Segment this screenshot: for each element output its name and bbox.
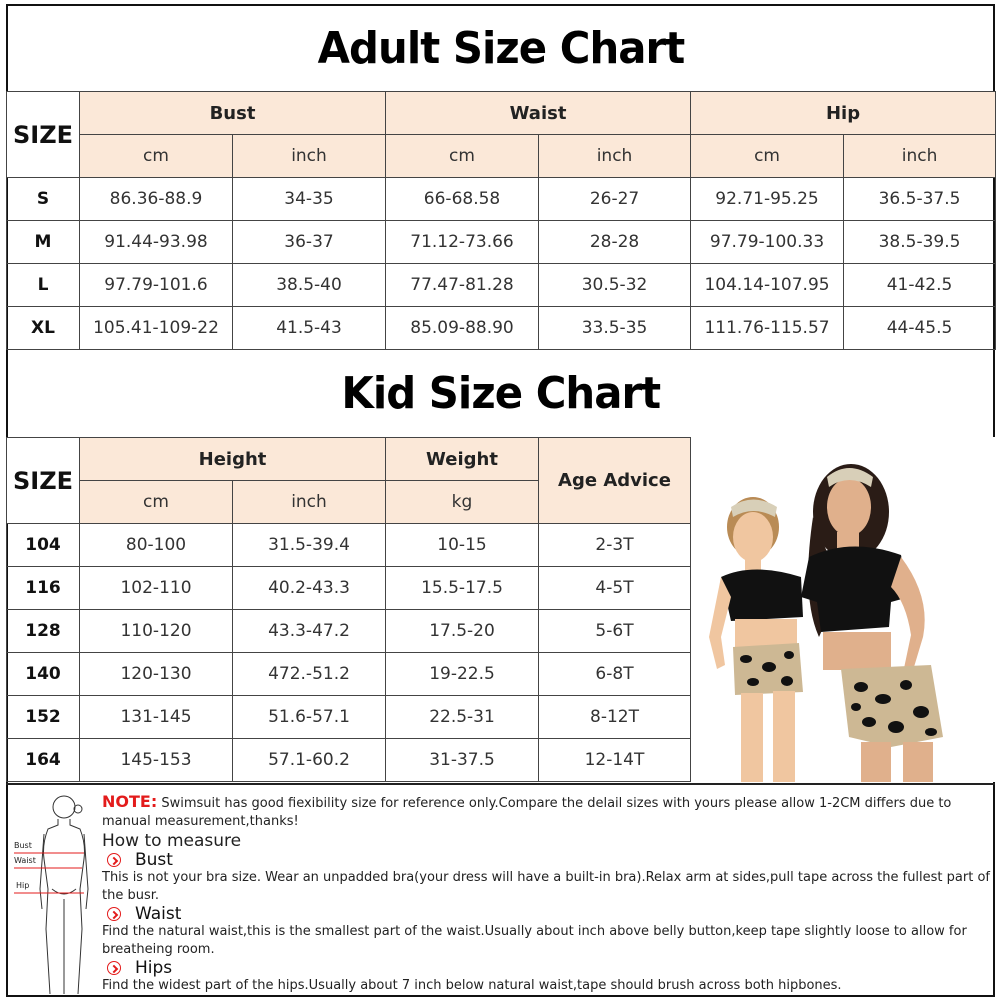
figure-label-hip: Hip [16, 881, 30, 890]
adult-unit-header: cm [691, 135, 844, 178]
body-outline-icon [12, 789, 104, 997]
body-measurement-figure [12, 789, 104, 997]
table-cell: 4-5T [539, 567, 691, 610]
size-cell: 152 [7, 696, 80, 739]
note-paragraph [102, 793, 992, 831]
table-cell: 17.5-20 [386, 610, 539, 653]
table-cell: 44-45.5 [844, 307, 996, 350]
table-cell: 8-12T [539, 696, 691, 739]
table-cell: 38.5-39.5 [844, 221, 996, 264]
table-cell: 38.5-40 [233, 264, 386, 307]
table-row [7, 696, 691, 739]
table-row [7, 221, 996, 264]
table-cell: 15.5-17.5 [386, 567, 539, 610]
figure-label-bust: Bust [14, 841, 32, 850]
table-row [7, 307, 996, 350]
section-hips-heading [102, 959, 992, 977]
table-cell: 28-28 [539, 221, 691, 264]
table-cell: 71.12-73.66 [386, 221, 539, 264]
size-cell: S [7, 178, 80, 221]
size-cell: 164 [7, 739, 80, 782]
kid-group-age-advice: Age Advice [539, 438, 691, 524]
table-cell: 31.5-39.4 [233, 524, 386, 567]
size-cell: 104 [7, 524, 80, 567]
table-row [7, 653, 691, 696]
arrow-right-circle-icon [107, 853, 121, 867]
section-bust-text: This is not your bra size. Wear an unpadded bra(your dress will have a built-in bra).Relax arm at sides,pull tape across the fullest part of the busr. [102, 870, 990, 903]
table-cell: 91.44-93.98 [80, 221, 233, 264]
models-illustration [691, 437, 995, 782]
table-cell: 120-130 [80, 653, 233, 696]
table-cell: 41-42.5 [844, 264, 996, 307]
table-cell: 19-22.5 [386, 653, 539, 696]
table-cell: 92.71-95.25 [691, 178, 844, 221]
table-cell: 86.36-88.9 [80, 178, 233, 221]
table-cell: 145-153 [80, 739, 233, 782]
table-cell: 36.5-37.5 [844, 178, 996, 221]
table-cell: 80-100 [80, 524, 233, 567]
section-waist-text: Find the natural waist,this is the smallest part of the waist.Usually about inch above belly button,keep tape slightly loose to allow for breatheing room. [102, 924, 967, 957]
kid-chart-title: Kid Size Chart [341, 368, 660, 419]
table-cell: 105.41-109-22 [80, 307, 233, 350]
size-cell: 128 [7, 610, 80, 653]
kid-header-row-groups [7, 438, 691, 481]
section-waist-heading [102, 905, 992, 923]
product-photo [690, 437, 995, 782]
table-cell: 131-145 [80, 696, 233, 739]
table-row [7, 264, 996, 307]
section-title: Bust [135, 850, 173, 870]
size-cell: XL [7, 307, 80, 350]
adult-header-row-units [7, 135, 996, 178]
section-hips-text: Find the widest part of the hips.Usually about 7 inch below natural waist,tape should brush across both hipbones. [102, 978, 842, 993]
table-cell: 472.-51.2 [233, 653, 386, 696]
table-cell: 51.6-57.1 [233, 696, 386, 739]
table-cell: 12-14T [539, 739, 691, 782]
adult-header-row-groups [7, 92, 996, 135]
table-cell: 77.47-81.28 [386, 264, 539, 307]
table-cell: 66-68.58 [386, 178, 539, 221]
arrow-right-circle-icon [107, 961, 121, 975]
table-row [7, 178, 996, 221]
kid-unit-header: kg [386, 481, 539, 524]
table-cell: 40.2-43.3 [233, 567, 386, 610]
kid-size-table [6, 437, 691, 782]
table-cell: 97.79-100.33 [691, 221, 844, 264]
figure-label-waist: Waist [14, 856, 36, 865]
adult-unit-header: cm [386, 135, 539, 178]
section-title: Waist [135, 904, 182, 924]
table-row [7, 567, 691, 610]
table-row [7, 610, 691, 653]
table-cell: 57.1-60.2 [233, 739, 386, 782]
measurement-notes [6, 783, 995, 997]
size-cell: M [7, 221, 80, 264]
table-cell: 26-27 [539, 178, 691, 221]
size-cell: 116 [7, 567, 80, 610]
note-text-block [102, 793, 992, 995]
table-cell: 31-37.5 [386, 739, 539, 782]
adult-title-box [6, 6, 995, 91]
kid-group-weight: Weight [386, 438, 539, 481]
kid-unit-header: inch [233, 481, 386, 524]
kid-size-header: SIZE [7, 438, 80, 524]
adult-group-waist: Waist [386, 92, 691, 135]
kid-group-height: Height [80, 438, 386, 481]
adult-unit-header: cm [80, 135, 233, 178]
kid-title-box [6, 350, 995, 437]
arrow-right-circle-icon [107, 907, 121, 921]
table-cell: 85.09-88.90 [386, 307, 539, 350]
size-cell: L [7, 264, 80, 307]
section-title: Hips [135, 958, 173, 978]
adult-chart-title: Adult Size Chart [317, 23, 684, 74]
table-cell: 97.79-101.6 [80, 264, 233, 307]
table-cell: 111.76-115.57 [691, 307, 844, 350]
table-cell: 2-3T [539, 524, 691, 567]
adult-group-hip: Hip [691, 92, 996, 135]
kid-unit-header: cm [80, 481, 233, 524]
how-to-measure-heading: How to measure [102, 831, 242, 851]
section-bust-heading [102, 851, 992, 869]
note-body: Swimsuit has good fiexibility size for reference only.Compare the delail sizes with yours please allow 1-2CM differs due to manual measurement,thanks! [102, 796, 952, 829]
table-cell: 10-15 [386, 524, 539, 567]
table-cell: 36-37 [233, 221, 386, 264]
table-cell: 102-110 [80, 567, 233, 610]
adult-unit-header: inch [844, 135, 996, 178]
table-row [7, 739, 691, 782]
table-cell: 43.3-47.2 [233, 610, 386, 653]
table-cell: 5-6T [539, 610, 691, 653]
table-cell: 41.5-43 [233, 307, 386, 350]
table-cell: 6-8T [539, 653, 691, 696]
adult-size-table [6, 91, 996, 350]
table-row [7, 524, 691, 567]
adult-size-header: SIZE [7, 92, 80, 178]
adult-unit-header: inch [233, 135, 386, 178]
table-cell: 30.5-32 [539, 264, 691, 307]
table-cell: 104.14-107.95 [691, 264, 844, 307]
size-cell: 140 [7, 653, 80, 696]
adult-unit-header: inch [539, 135, 691, 178]
adult-group-bust: Bust [80, 92, 386, 135]
table-cell: 34-35 [233, 178, 386, 221]
table-cell: 22.5-31 [386, 696, 539, 739]
table-cell: 110-120 [80, 610, 233, 653]
note-label: NOTE: [102, 792, 158, 811]
table-cell: 33.5-35 [539, 307, 691, 350]
